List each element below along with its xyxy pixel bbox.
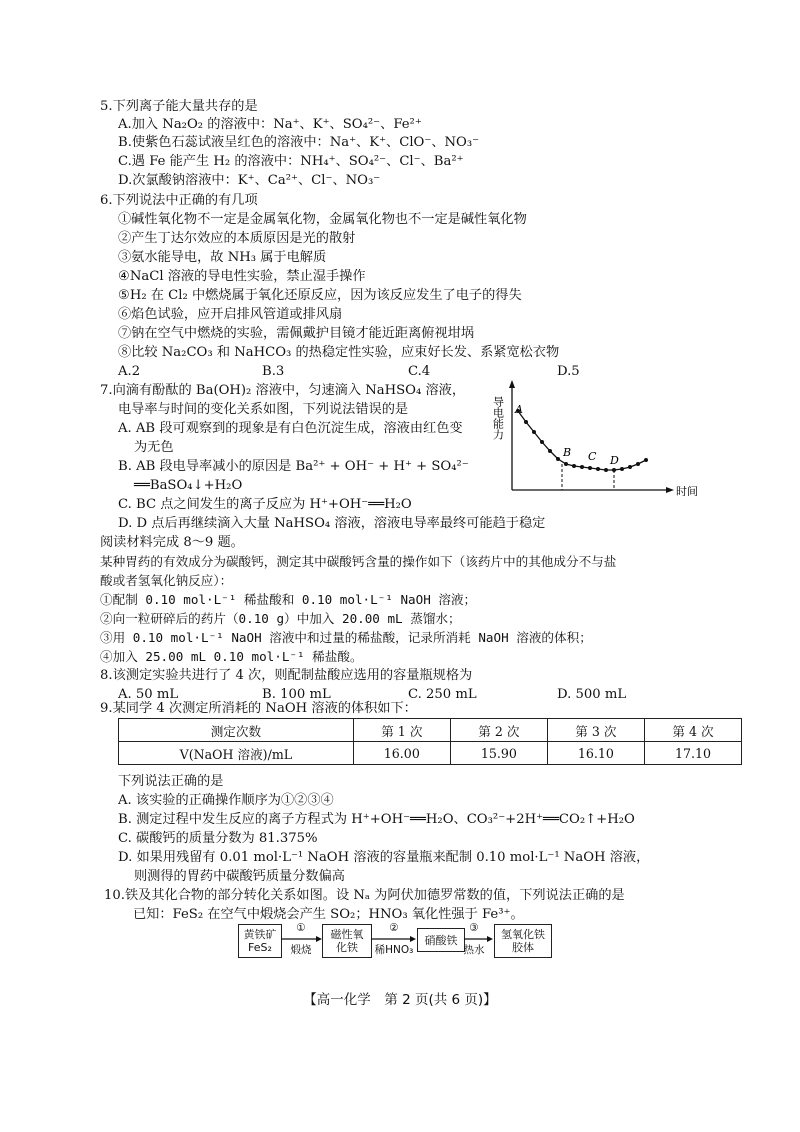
flow-box-line2: 化铁 bbox=[336, 941, 358, 954]
q9-option-a: A. 该实验的正确操作顺序为①②③④ bbox=[118, 793, 334, 808]
q8-option-d: D. 500 mL bbox=[557, 687, 627, 702]
chart-point-label-b: B bbox=[563, 446, 572, 459]
q8-option-b: B. 100 mL bbox=[262, 687, 331, 702]
q6-option-c: C.4 bbox=[408, 364, 431, 379]
chart-xlabel: 时间 bbox=[676, 485, 698, 496]
q6-stem: 6.下列说法中正确的有几项 bbox=[100, 193, 258, 208]
table-row bbox=[119, 742, 742, 765]
q5-option-a: A.加入 Na₂O₂ 的溶液中：Na⁺、K⁺、SO₄²⁻、Fe²⁺ bbox=[118, 117, 422, 132]
table-header-cell: 测定次数 bbox=[119, 719, 354, 742]
chart-point bbox=[564, 462, 568, 466]
q6-item-7: ⑦钠在空气中燃烧的实验，需佩戴护目镜才能近距离俯视坩埚 bbox=[118, 326, 475, 341]
reading-paragraph-line1: 某种胃药的有效成分为碳酸钙，测定其中碳酸钙含量的操作如下（该药片中的其他成分不与盐 bbox=[100, 554, 617, 569]
q6-item-1: ①碱性氧化物不一定是金属氧化物，金属氧化物也不一定是碱性氧化物 bbox=[118, 212, 527, 227]
table-row-label: V(NaOH 溶液)/mL bbox=[119, 742, 354, 765]
flow-box-ferric-hydroxide-colloid bbox=[494, 924, 552, 958]
q6-item-5: ⑤H₂ 在 Cl₂ 中燃烧属于氧化还原反应，因为该反应发生了电子的得失 bbox=[118, 288, 522, 303]
q8-stem: 8.该测定实验共进行了 4 次，则配制盐酸应选用的容量瓶规格为 bbox=[100, 668, 473, 683]
flow-step-2-num: ② bbox=[389, 922, 399, 934]
q9-option-b: B. 测定过程中发生反应的离子方程式为 H⁺+OH⁻══H₂O、CO₃²⁻+2H⁺══CO₂↑+H₂O bbox=[118, 812, 635, 827]
reading-step-1: ①配制 0.10 mol·L⁻¹ 稀盐酸和 0.10 mol·L⁻¹ NaOH 溶液； bbox=[100, 592, 477, 607]
q5-option-d: D.次氯酸钠溶液中：K⁺、Ca²⁺、Cl⁻、NO₃⁻ bbox=[118, 173, 381, 188]
chart-point bbox=[620, 467, 624, 471]
q5-stem: 5.下列离子能大量共存的是 bbox=[100, 99, 258, 114]
chart-point bbox=[604, 468, 608, 472]
flow-arrows bbox=[280, 930, 496, 944]
flow-box-line1: 磁性氧 bbox=[330, 928, 364, 941]
table-header-cell: 第 2 次 bbox=[450, 719, 547, 742]
chart-point bbox=[588, 466, 592, 470]
chart-point bbox=[524, 420, 528, 424]
table-cell: 15.90 bbox=[450, 742, 547, 765]
table-cell: 16.10 bbox=[547, 742, 644, 765]
q7-option-a-line2: 为无色 bbox=[134, 440, 174, 455]
q9-option-d-line2: 则测得的胃药中碳酸钙质量分数偏高 bbox=[134, 869, 345, 884]
chart-point bbox=[644, 458, 648, 462]
chart-y-arrow bbox=[509, 380, 515, 388]
q7-option-d: D. D 点后再继续滴入大量 NaHSO₄ 溶液，溶液电导率最终可能趋于稳定 bbox=[118, 516, 546, 531]
table-header-cell: 第 3 次 bbox=[547, 719, 644, 742]
chart-point bbox=[556, 457, 560, 461]
chart-point bbox=[628, 465, 632, 469]
conductivity-chart bbox=[490, 378, 705, 496]
flow-box-pyrite bbox=[238, 924, 282, 958]
table-cell: 16.00 bbox=[353, 742, 450, 765]
q7-option-b-line1: B. AB 段电导率减小的原因是 Ba²⁺ + OH⁻ + H⁺ + SO₄²⁻ bbox=[118, 459, 469, 474]
q5-option-b: B.使紫色石蕊试液呈红色的溶液中：Na⁺、K⁺、ClO⁻、NO₃⁻ bbox=[118, 135, 480, 150]
flow-arrowhead-2 bbox=[410, 936, 416, 942]
table-header-cell: 第 1 次 bbox=[353, 719, 450, 742]
q8-option-a: A. 50 mL bbox=[118, 687, 179, 702]
q7-option-c: C. BC 点之间发生的离子反应为 H⁺+OH⁻══H₂O bbox=[118, 497, 412, 512]
flow-step-1-label: 煅烧 bbox=[290, 944, 312, 956]
chart-point bbox=[636, 462, 640, 466]
reading-step-4: ④加入 25.00 mL 0.10 mol·L⁻¹ 稀盐酸。 bbox=[100, 649, 363, 664]
flow-box-line1: 氢氧化铁 bbox=[501, 928, 545, 941]
q6-option-d: D.5 bbox=[557, 364, 580, 379]
reading-step-2: ②向一粒研碎后的药片（0.10 g）中加入 20.00 mL 蒸馏水； bbox=[100, 611, 461, 626]
flow-arrowhead-3 bbox=[487, 936, 493, 942]
flow-box-line2: FeS₂ bbox=[248, 941, 272, 954]
flow-box-line1: 硝酸铁 bbox=[424, 933, 458, 947]
q9-sub-stem: 下列说法正确的是 bbox=[118, 774, 224, 789]
q6-item-4: ④NaCl 溶液的导电性实验，禁止湿手操作 bbox=[118, 269, 366, 284]
chart-point bbox=[532, 430, 536, 434]
reading-intro: 阅读材料完成 8～9 题。 bbox=[100, 535, 244, 550]
q6-item-2: ②产生丁达尔效应的本质原因是光的散射 bbox=[118, 231, 356, 246]
flow-step-2-label: 稀HNO₃ bbox=[374, 944, 414, 956]
chart-point bbox=[540, 440, 544, 444]
chart-series-line bbox=[518, 411, 646, 470]
q8-option-c: C. 250 mL bbox=[408, 687, 477, 702]
q6-item-3: ③氨水能导电，故 NH₃ 属于电解质 bbox=[118, 250, 327, 265]
flow-step-3-label: 热水 bbox=[463, 944, 485, 956]
table-header-cell: 第 4 次 bbox=[644, 719, 741, 742]
flow-step-1-num: ① bbox=[296, 922, 306, 934]
q9-option-c: C. 碳酸钙的质量分数为 81.375% bbox=[118, 831, 318, 846]
q6-item-6: ⑥焰色试验，应开启排风管道或排风扇 bbox=[118, 307, 343, 322]
chart-point bbox=[596, 467, 600, 471]
chart-x-arrow bbox=[666, 487, 674, 493]
chart-point-label-c: C bbox=[588, 450, 597, 463]
q6-option-a: A.2 bbox=[118, 364, 141, 379]
chart-ylabel: 导电能力 bbox=[491, 396, 505, 440]
q7-stem-line1: 7.向滴有酚酞的 Ba(OH)₂ 溶液中，匀速滴入 NaHSO₄ 溶液， bbox=[100, 383, 466, 398]
reading-paragraph-line2: 酸或者氢氧化钠反应）： bbox=[100, 573, 233, 588]
chart-point bbox=[580, 465, 584, 469]
chart-point-label-a: A bbox=[515, 403, 523, 416]
q6-option-b: B.3 bbox=[262, 364, 285, 379]
q10-stem-line2: 已知：FeS₂ 在空气中煅烧会产生 SO₂；HNO₃ 氧化性强于 Fe³⁺。 bbox=[133, 907, 524, 922]
table-cell: 17.10 bbox=[644, 742, 741, 765]
q10-stem-line1: 10.铁及其化合物的部分转化关系如图。设 Nₐ 为阿伏加德罗常数的值，下列说法正确的是 bbox=[104, 888, 625, 903]
flow-arrowhead-1 bbox=[316, 936, 322, 942]
flow-box-line2: 胶体 bbox=[512, 941, 534, 954]
q9-stem: 9.某同学 4 次测定所消耗的 NaOH 溶液的体积如下： bbox=[100, 701, 417, 716]
q7-option-a-line1: A. AB 段可观察到的现象是有白色沉淀生成，溶液由红色变 bbox=[118, 421, 463, 436]
q6-item-8: ⑧比较 Na₂CO₃ 和 NaHCO₃ 的热稳定性实验，应束好长发、系紧宽松衣物 bbox=[118, 345, 560, 360]
chart-point-label-d: D bbox=[610, 454, 619, 467]
q7-stem-line2: 电导率与时间的变化关系如图，下列说法错误的是 bbox=[118, 402, 409, 417]
page-footer: 【高一化学 第 2 页(共 6 页)】 bbox=[303, 992, 497, 1008]
q5-option-c: C.遇 Fe 能产生 H₂ 的溶液中：NH₄⁺、SO₄²⁻、Cl⁻、Ba²⁺ bbox=[118, 154, 464, 169]
q9-option-d-line1: D. 如果用残留有 0.01 mol·L⁻¹ NaOH 溶液的容量瓶来配制 0.10 mol·L⁻¹ NaOH 溶液， bbox=[118, 850, 650, 865]
q9-data-table bbox=[118, 718, 742, 765]
reading-step-3: ③用 0.10 mol·L⁻¹ NaOH 溶液中和过量的稀盐酸，记录所消耗 NaOH 溶液的体积； bbox=[100, 630, 592, 645]
chart-curve bbox=[516, 409, 648, 472]
flow-box-line1: 黄铁矿 bbox=[243, 928, 277, 941]
chart-point bbox=[548, 449, 552, 453]
flow-step-3-num: ③ bbox=[469, 922, 479, 934]
q7-option-b-line2: ══BaSO₄↓+H₂O bbox=[134, 478, 243, 493]
table-header-row bbox=[119, 719, 742, 742]
chart-point bbox=[572, 464, 576, 468]
